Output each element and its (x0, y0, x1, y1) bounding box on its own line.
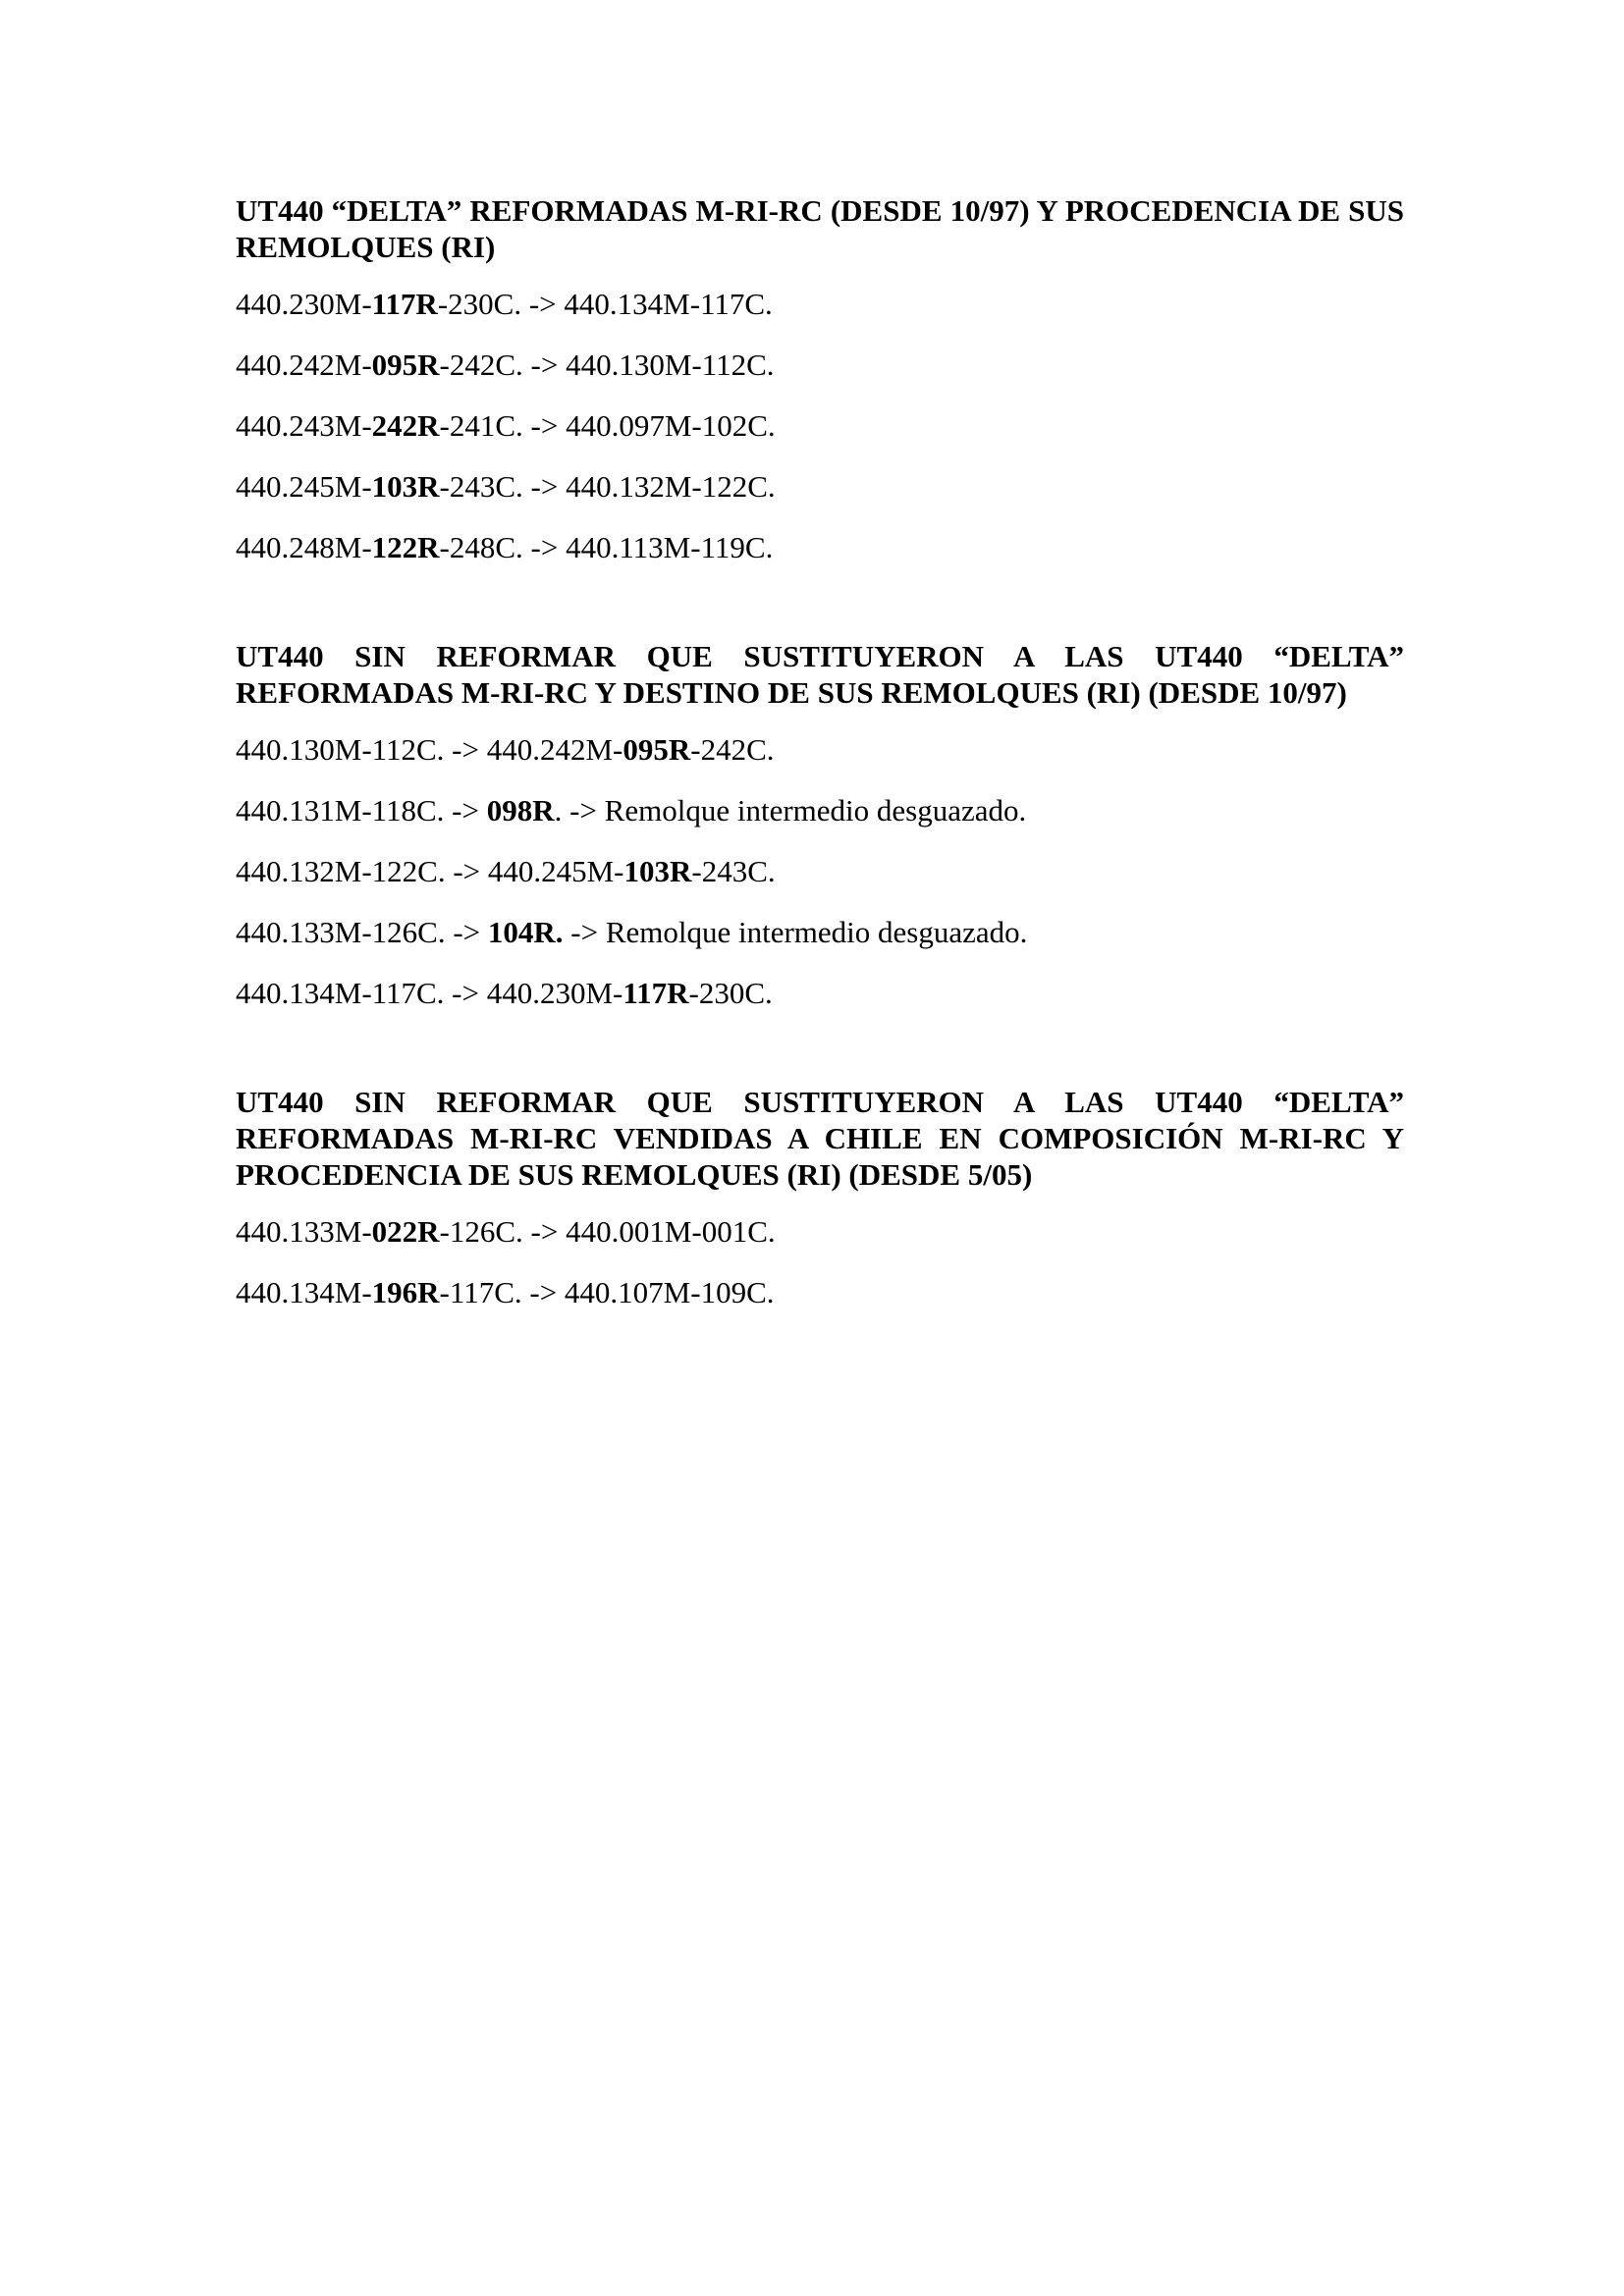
list-item: 440.133M-022R-126C. -> 440.001M-001C. (236, 1214, 776, 1249)
list-item: 440.243M-242R-241C. -> 440.097M-102C. (236, 408, 776, 443)
section-sin-reformar-destino (236, 638, 1404, 1011)
list-item: 440.134M-196R-117C. -> 440.107M-109C. (236, 1275, 775, 1309)
section-heading: UT440 SIN REFORMAR QUE SUSTITUYERON A LAS UT440 “DELTA” REFORMADAS M-RI-RC Y DESTINO DE SUS REMOLQUES (RI) (DESDE 10/97) (236, 639, 1404, 710)
list-item: 440.134M-117C. -> 440.230M-117R-230C. (236, 976, 773, 1010)
list-item: 440.245M-103R-243C. -> 440.132M-122C. (236, 469, 776, 504)
list-item: 440.130M-112C. -> 440.242M-095R-242C. (236, 732, 775, 767)
section-vendidas-chile (236, 1084, 1404, 1310)
section-heading: UT440 SIN REFORMAR QUE SUSTITUYERON A LAS UT440 “DELTA” REFORMADAS M-RI-RC VENDIDAS A CHILE EN COMPOSICIÓN M-RI-RC Y PROCEDENCIA DE SUS REMOLQUES (RI) (DESDE 5/05) (236, 1085, 1404, 1192)
list-item: 440.248M-122R-248C. -> 440.113M-119C. (236, 530, 774, 564)
list-item: 440.242M-095R-242C. -> 440.130M-112C. (236, 347, 775, 382)
list-item: 440.133M-126C. -> 104R. -> Remolque intermedio desguazado. (236, 915, 1028, 949)
list-item: 440.230M-117R-230C. -> 440.134M-117C. (236, 287, 773, 321)
section-delta-reformadas (236, 192, 1404, 565)
section-heading: UT440 “DELTA” REFORMADAS M-RI-RC (DESDE 10/97) Y PROCEDENCIA DE SUS REMOLQUES (RI) (236, 193, 1404, 264)
list-item: 440.131M-118C. -> 098R. -> Remolque intermedio desguazado. (236, 793, 1027, 828)
list-item: 440.132M-122C. -> 440.245M-103R-243C. (236, 854, 776, 888)
document-body (236, 192, 1404, 1335)
